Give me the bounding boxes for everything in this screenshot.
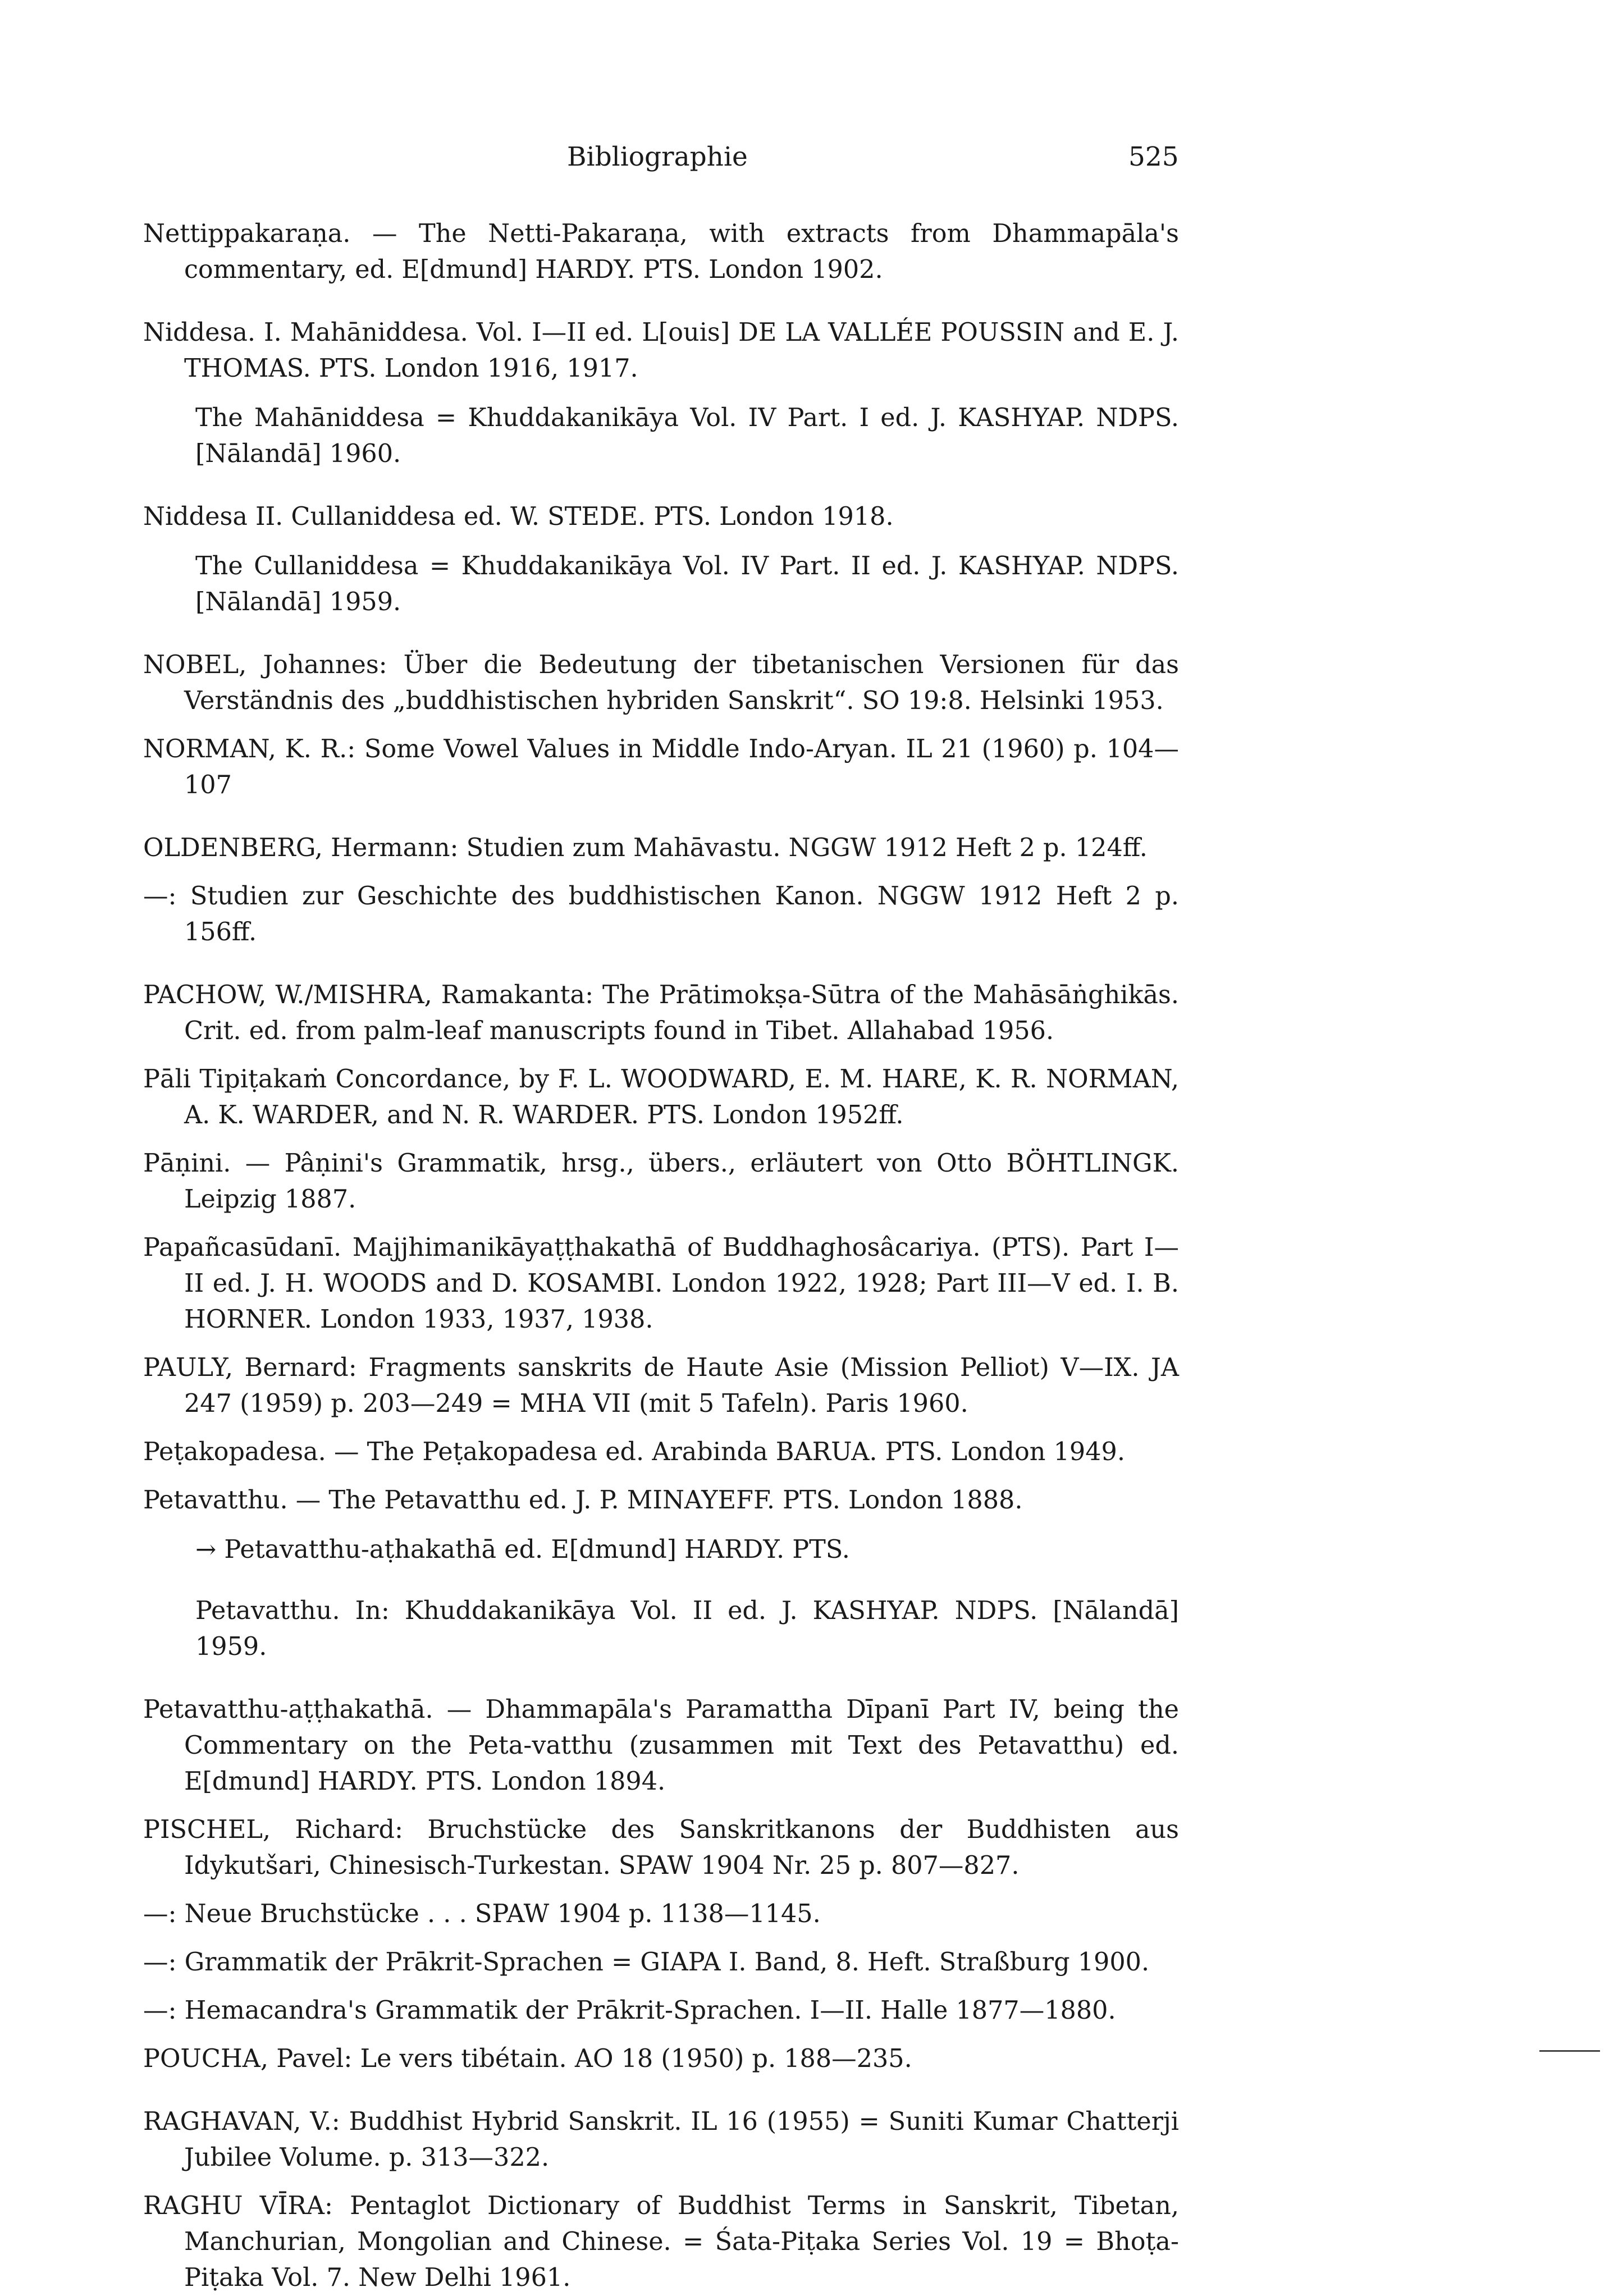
bib-entry: Pāṇini. — Pâṇini's Grammatik, hrsg., übers., erläutert von Otto BÖHTLINGK. Leipzig 1887. [143,1149,1179,1214]
bib-entry: PACHOW, W./MISHRA, Ramakanta: The Prātimokṣa-Sūtra of the Mahāsāṅghikās. Crit. ed. from palm-leaf manuscripts found in Tibet. Allahabad 1956. [143,981,1179,1045]
bib-entry: Niddesa II. Cullaniddesa ed. W. STEDE. PTS. London 1918. [143,502,894,531]
bib-subentry: Petavatthu. In: Khuddakanikāya Vol. II ed. J. KASHYAP. NDPS. [Nālandā] 1959. [195,1596,1179,1661]
bib-subentry: → Petavatthu-aṭhakathā ed. E[dmund] HARDY. PTS. [195,1535,850,1564]
bib-entry: Nettippakaraṇa. — The Netti-Pakaraṇa, with extracts from Dhammapāla's commentary, ed. E[dmund] HARDY. PTS. London 1902. [143,219,1179,284]
bib-entry: POUCHA, Pavel: Le vers tibétain. AO 18 (1950) p. 188—235. [143,2044,912,2073]
running-head [0,141,1609,181]
bib-entry: Peṭakopadesa. — The Peṭakopadesa ed. Arabinda BARUA. PTS. London 1949. [143,1438,1125,1466]
bib-entry: Niddesa. I. Mahāniddesa. Vol. I—II ed. L[ouis] DE LA VALLÉE POUSSIN and E. J. THOMAS. PTS. London 1916, 1917. [143,318,1179,383]
bib-subentry: The Mahāniddesa = Khuddakanikāya Vol. IV Part. I ed. J. KASHYAP. NDPS. [Nālandā] 1960. [195,404,1179,468]
bib-entry: Pāli Tipiṭakaṁ Concordance, by F. L. WOODWARD, E. M. HARE, K. R. NORMAN, A. K. WARDER, and N. R. WARDER. PTS. London 1952ff. [143,1065,1179,1129]
margin-rule [1539,2050,1600,2052]
bib-entry: RAGHAVAN, V.: Buddhist Hybrid Sanskrit. IL 16 (1955) = Suniti Kumar Chatterji Jubilee Volume. p. 313—322. [143,2107,1179,2172]
bib-entry: Petavatthu. — The Petavatthu ed. J. P. MINAYEFF. PTS. London 1888. [143,1486,1023,1515]
bib-entry: NORMAN, K. R.: Some Vowel Values in Middle Indo-Aryan. IL 21 (1960) p. 104—107 [143,735,1179,799]
bib-entry: —: Studien zur Geschichte des buddhistischen Kanon. NGGW 1912 Heft 2 p. 156ff. [143,882,1179,946]
bib-entry: Petavatthu-aṭṭhakathā. — Dhammapāla's Paramattha Dīpanī Part IV, being the Commentary on the Peta-vatthu (zusammen mit Text des Petavatthu) ed. E[dmund] HARDY. PTS. London 1894. [143,1695,1179,1796]
bib-entry: NOBEL, Johannes: Über die Bedeutung der tibetanischen Versionen für das Verständnis des „buddhistischen hybriden Sanskrit“. SO 19:8. Helsinki 1953. [143,651,1179,715]
bib-entry: PAULY, Bernard: Fragments sanskrits de Haute Asie (Mission Pelliot) V—IX. JA 247 (1959) p. 203—249 = MHA VII (mit 5 Tafeln). Paris 1960. [143,1353,1179,1418]
page-number: 525 [1128,141,1179,172]
bib-entry: —: Hemacandra's Grammatik der Prākrit-Sprachen. I—II. Halle 1877—1880. [143,1996,1116,2025]
bib-entry: Papañcasūdanī. Majjhimanikāyaṭṭhakathā of Buddhaghosâcariya. (PTS). Part I—II ed. J. H. WOODS and D. KOSAMBI. London 1922, 1928; Part III—V ed. I. B. HORNER. London 1933, 1937, 1938. [143,1233,1179,1334]
running-head-title: Bibliographie [567,141,748,172]
bib-entry: RAGHU VĪRA: Pentaglot Dictionary of Buddhist Terms in Sanskrit, Tibetan, Manchurian, Mongolian and Chinese. = Śata-Piṭaka Series Vol. 19 = Bhoṭa-Piṭaka Vol. 7. New Delhi 1961. [143,2191,1179,2292]
bib-entry: PISCHEL, Richard: Bruchstücke des Sanskritkanons der Buddhisten aus Idykutšari, Chinesisch-Turkestan. SPAW 1904 Nr. 25 p. 807—827. [143,1815,1179,1880]
bibliography-entries [143,216,1179,2296]
bib-subentry: The Cullaniddesa = Khuddakanikāya Vol. IV Part. II ed. J. KASHYAP. NDPS. [Nālandā] 1959. [195,552,1179,616]
bib-entry: —: Grammatik der Prākrit-Sprachen = GIAPA I. Band, 8. Heft. Straßburg 1900. [143,1947,1150,1977]
bib-entry: —: Neue Bruchstücke . . . SPAW 1904 p. 1138—1145. [143,1899,821,1928]
bib-entry: OLDENBERG, Hermann: Studien zum Mahāvastu. NGGW 1912 Heft 2 p. 124ff. [143,834,1148,862]
